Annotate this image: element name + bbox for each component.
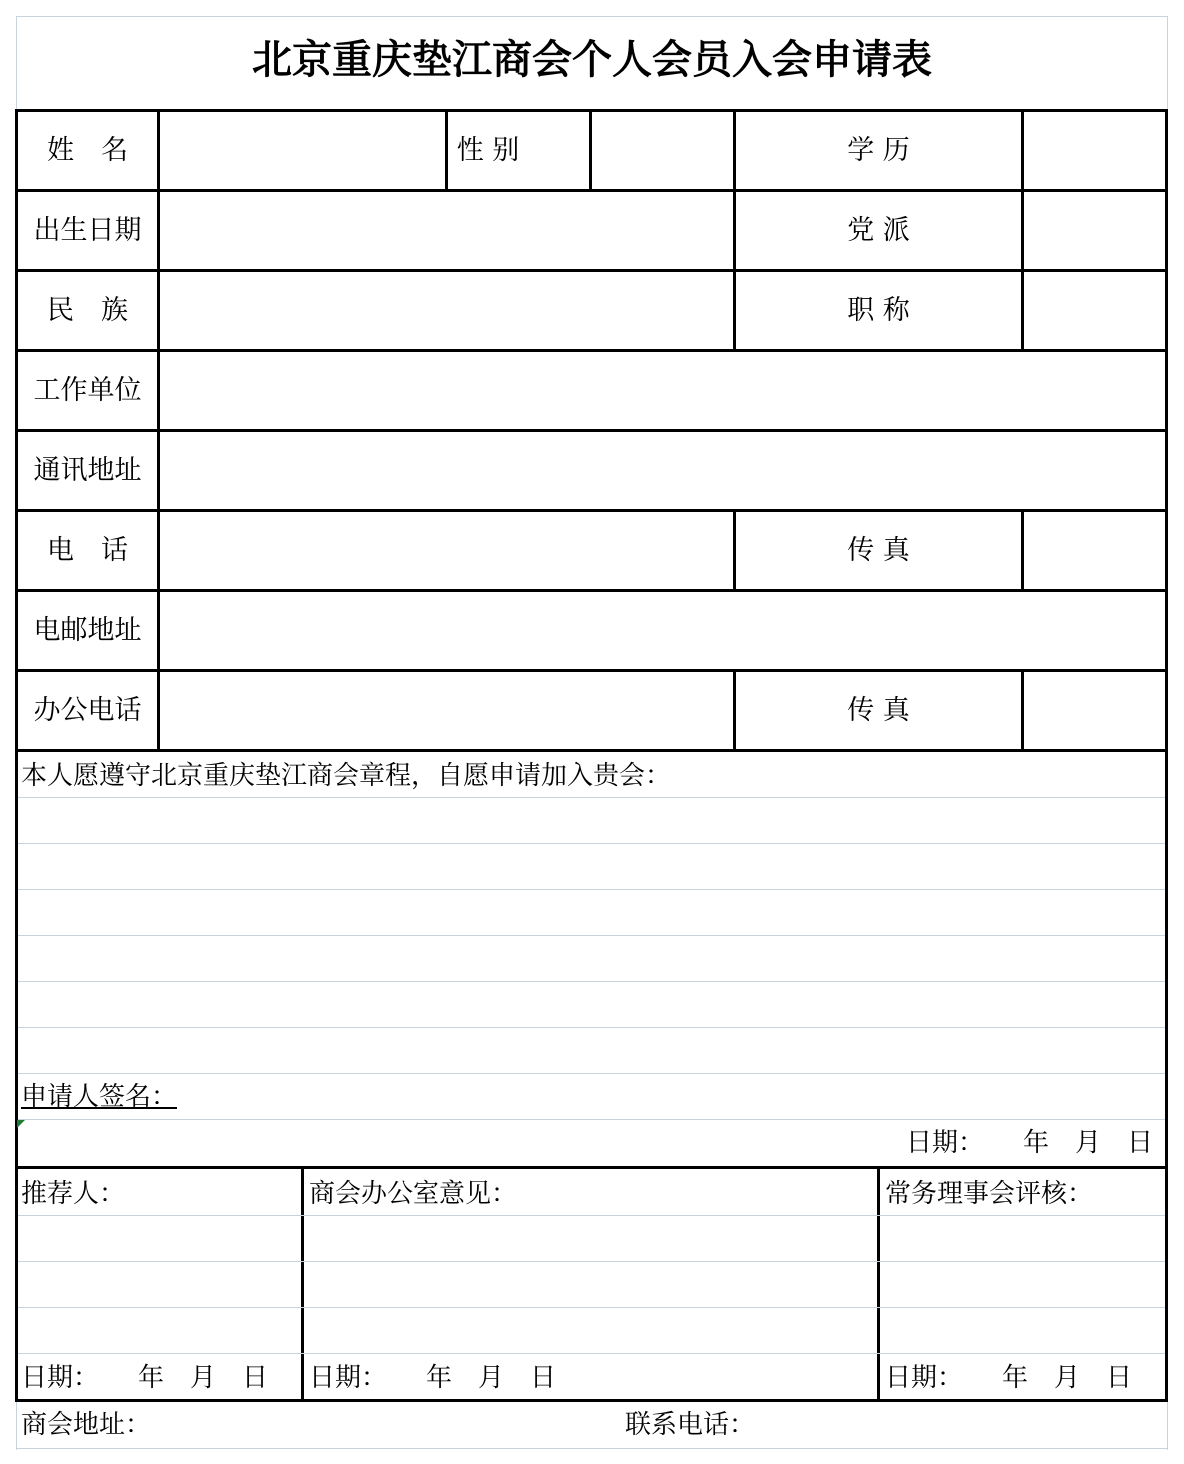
label-party: 党 派 — [847, 215, 910, 246]
grid-line — [15, 1399, 1168, 1402]
label-name: 姓 名 — [47, 135, 128, 166]
grid-line — [1165, 109, 1168, 752]
grid-line — [15, 1166, 1168, 1169]
office-opinion-date: 日期： 年 月 日 — [309, 1363, 557, 1393]
cell-comment-marker — [17, 1120, 25, 1128]
signature-label: 申请人签名： — [21, 1082, 178, 1112]
ruled-line — [18, 1119, 1165, 1120]
ethnicity-field[interactable] — [160, 272, 733, 349]
council-review-date: 日期： 年 月 日 — [885, 1363, 1133, 1393]
grid-line — [1165, 1166, 1168, 1402]
grid-line — [1165, 749, 1168, 1167]
ruled-line — [18, 1261, 1165, 1262]
education-field[interactable] — [1024, 112, 1165, 189]
ruled-line — [18, 1073, 1165, 1074]
grid-line — [301, 1166, 304, 1402]
label-gender: 性 别 — [456, 135, 520, 166]
label-email: 电邮地址 — [33, 615, 142, 646]
form-title: 北京重庆垫江商会个人会员入会申请表 — [252, 37, 932, 83]
referrer-date: 日期： 年 月 日 — [21, 1363, 269, 1393]
outer-bottom-border — [16, 1448, 1168, 1449]
grid-line — [15, 1166, 18, 1402]
label-education: 学 历 — [847, 135, 910, 166]
ruled-line — [18, 1307, 1165, 1308]
label-workplace: 工作单位 — [33, 375, 142, 406]
office-phone-field[interactable] — [160, 672, 733, 749]
label-office-fax: 传 真 — [847, 695, 910, 726]
council-review-label: 常务理事会评核： — [885, 1179, 1094, 1209]
email-field[interactable] — [160, 592, 1165, 669]
gender-field[interactable] — [592, 112, 733, 189]
label-title-rank: 职 称 — [847, 295, 910, 326]
label-ethnicity: 民 族 — [47, 295, 128, 326]
grid-line — [877, 1166, 880, 1402]
office-fax-field[interactable] — [1024, 672, 1165, 749]
name-field[interactable] — [160, 112, 445, 189]
phone-field[interactable] — [160, 512, 733, 589]
declaration-text: 本人愿遵守北京重庆垫江商会章程，自愿申请加入贵会： — [21, 761, 672, 791]
contact-phone-label: 联系电话： — [625, 1410, 756, 1440]
label-fax: 传 真 — [847, 535, 910, 566]
applicant-date: 日期： 年 月 日 — [906, 1128, 1154, 1158]
outer-right-border-bottom — [1167, 1400, 1168, 1450]
workplace-field[interactable] — [160, 352, 1165, 429]
label-office-phone: 办公电话 — [33, 695, 142, 726]
chamber-address-label: 商会地址： — [21, 1410, 152, 1440]
ruled-line — [18, 1215, 1165, 1216]
declaration-area[interactable] — [18, 798, 1165, 1073]
outer-top-border — [16, 16, 1168, 17]
label-address: 通讯地址 — [33, 455, 142, 486]
referrer-label: 推荐人： — [21, 1179, 126, 1209]
birthdate-field[interactable] — [160, 192, 733, 269]
grid-line — [15, 749, 1168, 752]
label-birthdate: 出生日期 — [33, 215, 142, 246]
title-rank-field[interactable] — [1024, 272, 1165, 349]
party-field[interactable] — [1024, 192, 1165, 269]
label-phone: 电 话 — [47, 535, 128, 566]
office-opinion-label: 商会办公室意见： — [309, 1179, 518, 1209]
ruled-line — [18, 1353, 1165, 1354]
fax-field[interactable] — [1024, 512, 1165, 589]
address-field[interactable] — [160, 432, 1165, 509]
outer-left-border-bottom — [16, 1400, 17, 1450]
